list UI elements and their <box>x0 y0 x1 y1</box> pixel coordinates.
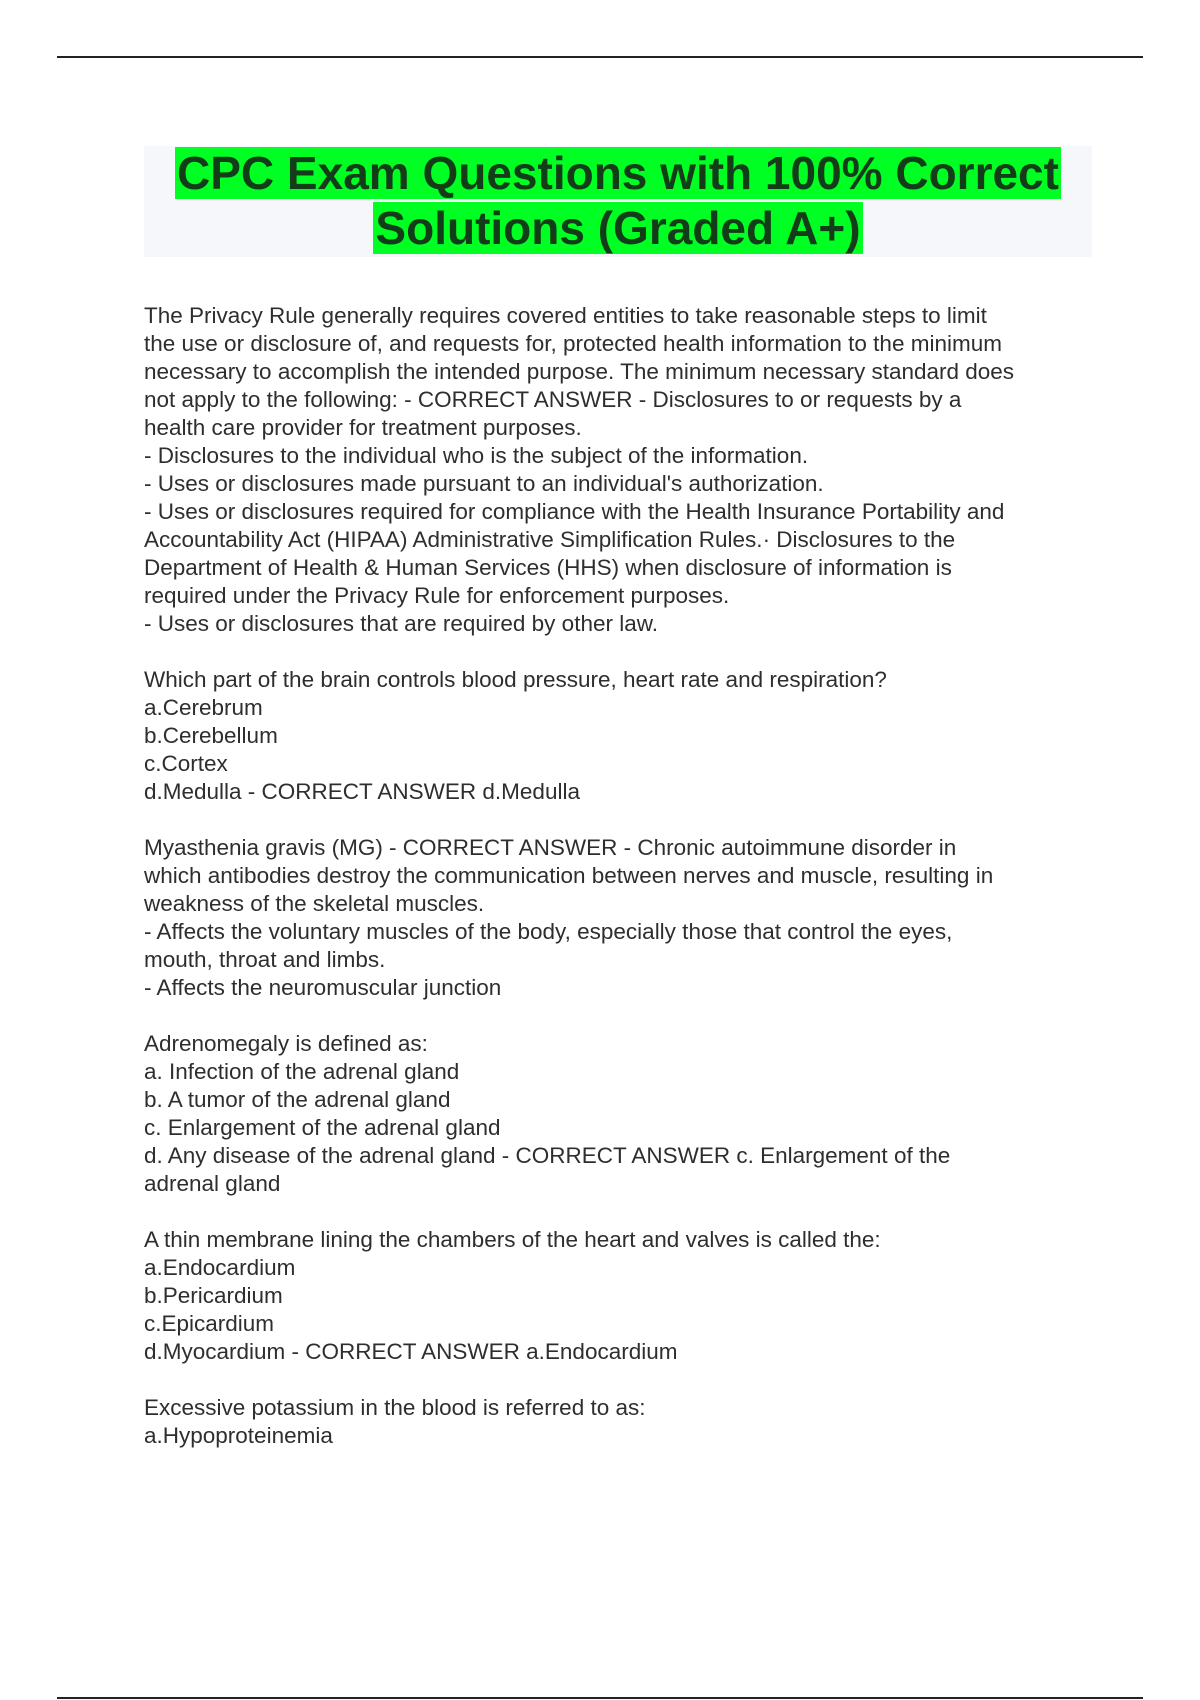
answer-option: d.Myocardium - CORRECT ANSWER a.Endocardium <box>144 1339 678 1364</box>
text-line: necessary to accomplish the intended purpose. The minimum necessary standard does <box>144 359 1015 384</box>
text-line: - Disclosures to the individual who is the subject of the information. <box>144 443 809 468</box>
answer-option: d.Medulla - CORRECT ANSWER d.Medulla <box>144 779 580 804</box>
bottom-rule <box>57 1697 1143 1699</box>
qa-block-heart-membrane <box>144 1226 1084 1366</box>
document-body <box>144 302 1084 1478</box>
text-line: The Privacy Rule generally requires covered entities to take reasonable steps to limit <box>144 303 987 328</box>
qa-block-privacy-rule <box>144 302 1084 638</box>
question-text: Which part of the brain controls blood pressure, heart rate and respiration? <box>144 667 887 692</box>
top-rule <box>57 56 1143 58</box>
document-title <box>144 146 1092 257</box>
text-line: the use or disclosure of, and requests for, protected health information to the minimum <box>144 331 1002 356</box>
text-line: required under the Privacy Rule for enforcement purposes. <box>144 583 730 608</box>
qa-block-potassium <box>144 1394 1084 1450</box>
answer-option: b. A tumor of the adrenal gland <box>144 1087 451 1112</box>
text-line: - Uses or disclosures made pursuant to an individual's authorization. <box>144 471 824 496</box>
answer-option: b.Pericardium <box>144 1283 283 1308</box>
qa-block-adrenomegaly <box>144 1030 1084 1198</box>
text-line: Department of Health & Human Services (HHS) when disclosure of information is <box>144 555 952 580</box>
answer-option: d. Any disease of the adrenal gland - CORRECT ANSWER c. Enlargement of the <box>144 1143 951 1168</box>
text-line: - Affects the neuromuscular junction <box>144 975 502 1000</box>
text-line: - Uses or disclosures required for compliance with the Health Insurance Portability and <box>144 499 1005 524</box>
text-line: which antibodies destroy the communication between nerves and muscle, resulting in <box>144 863 994 888</box>
answer-option: b.Cerebellum <box>144 723 278 748</box>
answer-option: a. Infection of the adrenal gland <box>144 1059 460 1084</box>
answer-option: c.Cortex <box>144 751 228 776</box>
answer-option: c. Enlargement of the adrenal gland <box>144 1115 501 1140</box>
text-line: not apply to the following: - CORRECT ANSWER - Disclosures to or requests by a <box>144 387 962 412</box>
text-line: Accountability Act (HIPAA) Administrative Simplification Rules.· Disclosures to the <box>144 527 956 552</box>
question-text: Excessive potassium in the blood is referred to as: <box>144 1395 646 1420</box>
question-text: Adrenomegaly is defined as: <box>144 1031 428 1056</box>
text-line: health care provider for treatment purposes. <box>144 415 582 440</box>
text-line: - Uses or disclosures that are required by other law. <box>144 611 658 636</box>
qa-block-myasthenia-gravis <box>144 834 1084 1002</box>
text-line: mouth, throat and limbs. <box>144 947 386 972</box>
answer-option: adrenal gland <box>144 1171 281 1196</box>
title-line-1: CPC Exam Questions with 100% Correct <box>177 147 1059 199</box>
qa-block-brain <box>144 666 1084 806</box>
title-line-2: Solutions (Graded A+) <box>375 202 861 254</box>
answer-option: a.Cerebrum <box>144 695 263 720</box>
answer-option: c.Epicardium <box>144 1311 275 1336</box>
text-line: Myasthenia gravis (MG) - CORRECT ANSWER - Chronic autoimmune disorder in <box>144 835 957 860</box>
answer-option: a.Endocardium <box>144 1255 296 1280</box>
question-text: A thin membrane lining the chambers of the heart and valves is called the: <box>144 1227 881 1252</box>
text-line: - Affects the voluntary muscles of the body, especially those that control the eyes, <box>144 919 953 944</box>
answer-option: a.Hypoproteinemia <box>144 1423 333 1448</box>
text-line: weakness of the skeletal muscles. <box>144 891 485 916</box>
